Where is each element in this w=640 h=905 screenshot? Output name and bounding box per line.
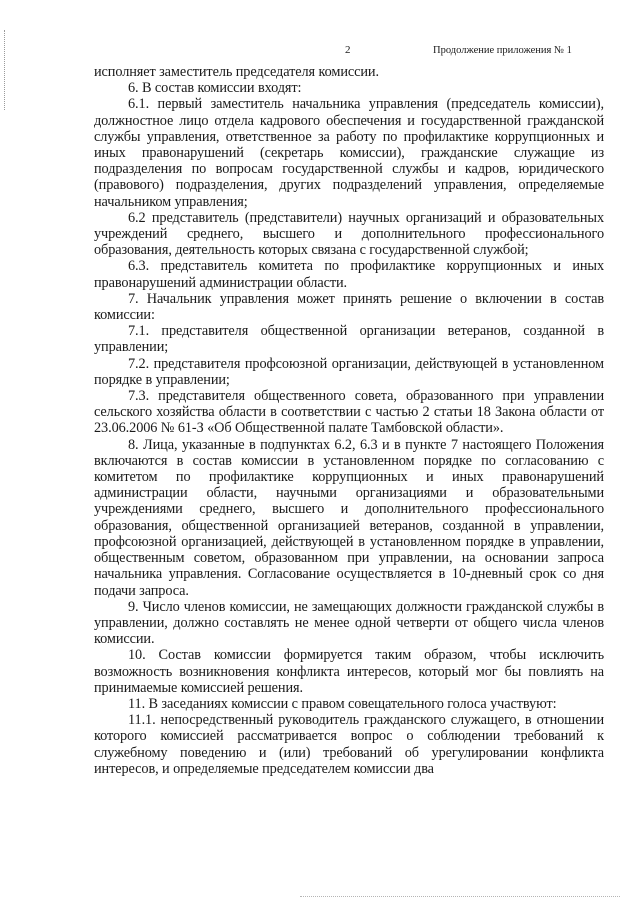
paragraph-continuation: исполняет заместитель председателя комиссии. [94,64,379,80]
page-number: 2 [345,44,351,56]
appendix-continuation-note: Продолжение приложения № 1 [433,45,572,56]
paragraph-10: 10. Состав комиссии формируется таким образом, чтобы исключить возможность возникновения конфликта интересов, который мог бы повлиять на принимаемые комиссией решения. [94,647,604,696]
paragraph-7-1: 7.1. представителя общественной организации ветеранов, созданной в управлении; [94,323,604,356]
paragraph-6-3: 6.3. представитель комитета по профилактике коррупционных и иных правонарушений администрации области. [94,258,604,291]
paragraph-8: 8. Лица, указанные в подпунктах 6.2, 6.3 и в пункте 7 настоящего Положения включаются в состав комиссии в установленном порядке по согласованию с комитетом по профилактике коррупционных и иных правонарушений администрации области, научными организациями и образовательными учреждениями среднего, высшего и дополнительного профессионального образования, общественной организацией ветеранов, созданной в управлении, профсоюзной организацией, действующей в установленном порядке в управлении, общественным советом, образованном при управлении, на основании запроса начальника управления. Согласование осуществляется в 10-дневный срок со дня подачи запроса. [94,436,604,599]
scan-margin-marks [4,30,8,110]
paragraph-6-2: 6.2 представитель (представители) научных организаций и образовательных учреждений среднего, высшего и дополнительного профессионального образования, деятельность которых связана с государственной службой; [94,209,604,259]
paragraph-7-2: 7.2. представителя профсоюзной организации, действующей в установленном порядке в управлении; [94,355,604,388]
paragraph-7-3: 7.3. представителя общественного совета, образованного при управлении сельского хозяйства области в соответствии с частью 2 статьи 18 Закона области от 23.06.2006 № 61-З «Об Общественной палате Тамбовской области». [94,388,604,437]
paragraph-9: 9. Число членов комиссии, не замещающих должности гражданской службы в управлении, должно составлять не менее одной четверти от общего числа членов комиссии. [94,598,604,648]
paragraph-6-1: 6.1. первый заместитель начальника управления (председатель комиссии), должностное лицо отдела кадрового обеспечения и государственной гражданской службы управления, ответственное за работу по профилактике коррупционных и иных правонарушений (секретарь комиссии), гражданские служащие из подразделения по вопросам государственной службы и кадров, юридического (правового) подразделения, других подразделений управления, определяемые начальником управления; [94,96,604,210]
paragraph-6: 6. В состав комиссии входят: [128,80,302,97]
document-body [94,64,604,777]
paragraph-11-1: 11.1. непосредственный руководитель гражданского служащего, в отношении которого комиссией рассматривается вопрос о соблюдении требований к служебному поведению и (или) требований об урегулировании конфликта интересов, и определяемые председателем комиссии два [94,712,604,777]
paragraph-11: 11. В заседаниях комиссии с правом совещательного голоса участвуют: [128,695,557,712]
scan-bottom-marks [300,896,620,901]
paragraph-7: 7. Начальник управления может принять решение о включении в состав комиссии: [94,290,604,324]
